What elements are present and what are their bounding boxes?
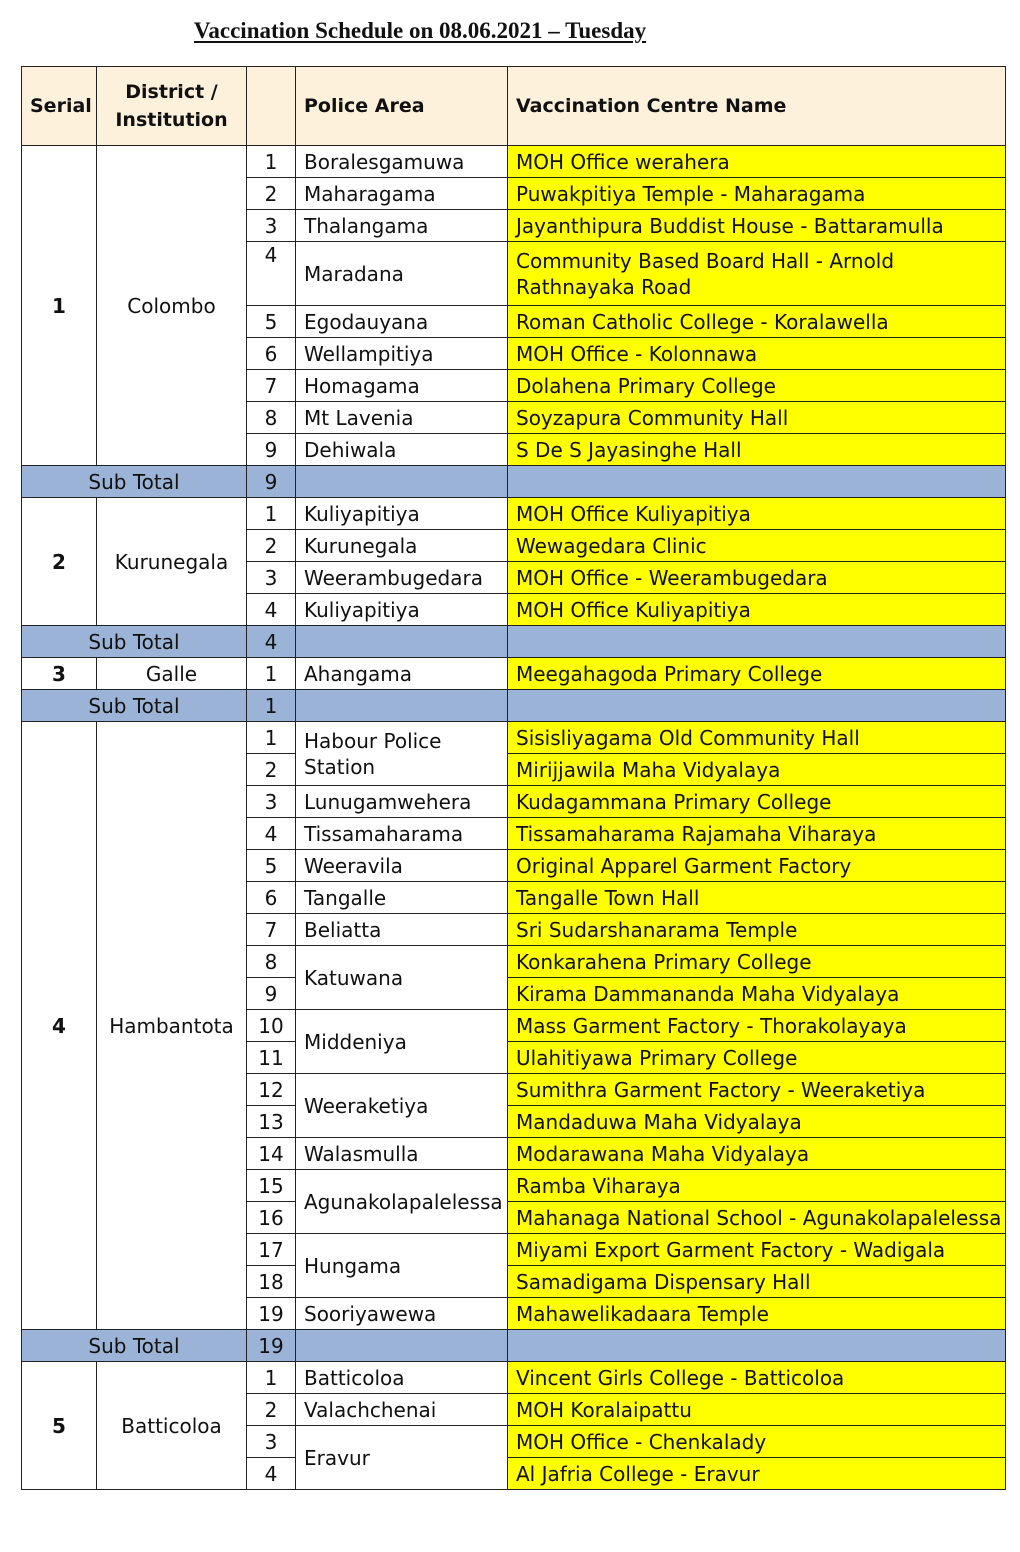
row-number-cell: 3 — [247, 1426, 296, 1458]
police-area-cell: Wellampitiya — [296, 338, 508, 370]
row-number-cell: 9 — [247, 978, 296, 1010]
vaccination-centre-cell: MOH Office Kuliyapitiya — [508, 594, 1006, 626]
row-number-cell: 2 — [247, 1394, 296, 1426]
row-number-cell: 8 — [247, 402, 296, 434]
vaccination-centre-cell: S De S Jayasinghe Hall — [508, 434, 1006, 466]
serial-cell: 4 — [22, 722, 97, 1330]
subtotal-value: 9 — [247, 466, 296, 498]
page-title: Vaccination Schedule on 08.06.2021 – Tuesday — [193, 18, 647, 43]
row-number-cell: 19 — [247, 1298, 296, 1330]
police-area-cell: Weerambugedara — [296, 562, 508, 594]
police-area-cell: Habour Police Station — [296, 722, 508, 786]
subtotal-row — [22, 466, 1006, 498]
police-area-cell: Weeraketiya — [296, 1074, 508, 1138]
row-number-cell: 5 — [247, 850, 296, 882]
row-number-cell: 2 — [247, 530, 296, 562]
vaccination-centre-cell: Sri Sudarshanarama Temple — [508, 914, 1006, 946]
vaccination-centre-cell: Modarawana Maha Vidyalaya — [508, 1138, 1006, 1170]
row-number-cell: 11 — [247, 1042, 296, 1074]
vaccination-centre-cell: Samadigama Dispensary Hall — [508, 1266, 1006, 1298]
serial-cell: 3 — [22, 658, 97, 690]
vaccination-centre-cell: MOH Office - Weerambugedara — [508, 562, 1006, 594]
vaccination-schedule-table — [21, 66, 1006, 1490]
vaccination-centre-cell: Tangalle Town Hall — [508, 882, 1006, 914]
police-area-cell: Homagama — [296, 370, 508, 402]
subtotal-label: Sub Total — [22, 690, 247, 722]
header-district: District / Institution — [97, 67, 247, 146]
police-area-cell: Valachchenai — [296, 1394, 508, 1426]
row-number-cell: 13 — [247, 1106, 296, 1138]
header-serial: Serial — [22, 67, 97, 146]
subtotal-empty-cell — [296, 626, 508, 658]
vaccination-centre-cell: Tissamaharama Rajamaha Viharaya — [508, 818, 1006, 850]
vaccination-centre-cell: Ulahitiyawa Primary College — [508, 1042, 1006, 1074]
subtotal-empty-cell — [296, 690, 508, 722]
police-area-cell: Lunugamwehera — [296, 786, 508, 818]
vaccination-centre-cell: MOH Office werahera — [508, 146, 1006, 178]
subtotal-empty-cell — [508, 1330, 1006, 1362]
row-number-cell: 3 — [247, 210, 296, 242]
police-area-cell: Batticoloa — [296, 1362, 508, 1394]
vaccination-centre-cell: Original Apparel Garment Factory — [508, 850, 1006, 882]
police-area-cell: Eravur — [296, 1426, 508, 1490]
vaccination-centre-cell: Mass Garment Factory - Thorakolayaya — [508, 1010, 1006, 1042]
police-area-cell: Thalangama — [296, 210, 508, 242]
vaccination-centre-cell: Dolahena Primary College — [508, 370, 1006, 402]
row-number-cell: 6 — [247, 338, 296, 370]
vaccination-centre-cell: Mirijjawila Maha Vidyalaya — [508, 754, 1006, 786]
subtotal-empty-cell — [508, 626, 1006, 658]
serial-cell: 5 — [22, 1362, 97, 1490]
row-number-cell: 4 — [247, 242, 296, 306]
row-number-cell: 4 — [247, 1458, 296, 1490]
police-area-cell: Kurunegala — [296, 530, 508, 562]
police-area-cell: Weeravila — [296, 850, 508, 882]
vaccination-centre-cell: Jayanthipura Buddist House - Battaramulla — [508, 210, 1006, 242]
table-row — [22, 146, 1006, 178]
row-number-cell: 4 — [247, 594, 296, 626]
vaccination-centre-cell: Wewagedara Clinic — [508, 530, 1006, 562]
police-area-cell: Tangalle — [296, 882, 508, 914]
police-area-cell: Maradana — [296, 242, 508, 306]
vaccination-centre-cell: MOH Koralaipattu — [508, 1394, 1006, 1426]
police-area-cell: Kuliyapitiya — [296, 498, 508, 530]
subtotal-empty-cell — [296, 466, 508, 498]
row-number-cell: 8 — [247, 946, 296, 978]
subtotal-value: 1 — [247, 690, 296, 722]
police-area-cell: Beliatta — [296, 914, 508, 946]
row-number-cell: 1 — [247, 146, 296, 178]
subtotal-empty-cell — [508, 690, 1006, 722]
subtotal-value: 4 — [247, 626, 296, 658]
police-area-cell: Agunakolapalelessa — [296, 1170, 508, 1234]
row-number-cell: 17 — [247, 1234, 296, 1266]
row-number-cell: 18 — [247, 1266, 296, 1298]
vaccination-centre-cell: Sumithra Garment Factory - Weeraketiya — [508, 1074, 1006, 1106]
police-area-cell: Hungama — [296, 1234, 508, 1298]
police-area-cell: Kuliyapitiya — [296, 594, 508, 626]
vaccination-centre-cell: Sisisliyagama Old Community Hall — [508, 722, 1006, 754]
header-number — [247, 67, 296, 146]
row-number-cell: 12 — [247, 1074, 296, 1106]
subtotal-empty-cell — [296, 1330, 508, 1362]
police-area-cell: Boralesgamuwa — [296, 146, 508, 178]
district-cell: Kurunegala — [97, 498, 247, 626]
vaccination-centre-cell: Al Jafria College - Eravur — [508, 1458, 1006, 1490]
row-number-cell: 14 — [247, 1138, 296, 1170]
row-number-cell: 1 — [247, 498, 296, 530]
vaccination-centre-cell: Roman Catholic College - Koralawella — [508, 306, 1006, 338]
vaccination-centre-cell: Kirama Dammananda Maha Vidyalaya — [508, 978, 1006, 1010]
row-number-cell: 1 — [247, 658, 296, 690]
district-cell: Batticoloa — [97, 1362, 247, 1490]
vaccination-centre-cell: Mandaduwa Maha Vidyalaya — [508, 1106, 1006, 1138]
row-number-cell: 15 — [247, 1170, 296, 1202]
police-area-cell: Dehiwala — [296, 434, 508, 466]
table-header-row — [22, 67, 1006, 146]
vaccination-centre-cell: Mahanaga National School - Agunakolapalelessa — [508, 1202, 1006, 1234]
subtotal-value: 19 — [247, 1330, 296, 1362]
row-number-cell: 3 — [247, 562, 296, 594]
row-number-cell: 3 — [247, 786, 296, 818]
table-row — [22, 658, 1006, 690]
table-row — [22, 498, 1006, 530]
police-area-cell: Middeniya — [296, 1010, 508, 1074]
serial-cell: 2 — [22, 498, 97, 626]
police-area-cell: Mt Lavenia — [296, 402, 508, 434]
vaccination-centre-cell: MOH Office - Chenkalady — [508, 1426, 1006, 1458]
row-number-cell: 2 — [247, 178, 296, 210]
police-area-cell: Katuwana — [296, 946, 508, 1010]
district-cell: Hambantota — [97, 722, 247, 1330]
vaccination-centre-cell: MOH Office Kuliyapitiya — [508, 498, 1006, 530]
serial-cell: 1 — [22, 146, 97, 466]
row-number-cell: 16 — [247, 1202, 296, 1234]
subtotal-label: Sub Total — [22, 1330, 247, 1362]
vaccination-centre-cell: Miyami Export Garment Factory - Wadigala — [508, 1234, 1006, 1266]
police-area-cell: Maharagama — [296, 178, 508, 210]
header-police-area: Police Area — [296, 67, 508, 146]
subtotal-label: Sub Total — [22, 466, 247, 498]
row-number-cell: 9 — [247, 434, 296, 466]
row-number-cell: 7 — [247, 914, 296, 946]
row-number-cell: 5 — [247, 306, 296, 338]
police-area-cell: Tissamaharama — [296, 818, 508, 850]
row-number-cell: 7 — [247, 370, 296, 402]
vaccination-centre-cell: Ramba Viharaya — [508, 1170, 1006, 1202]
subtotal-empty-cell — [508, 466, 1006, 498]
vaccination-centre-cell: Puwakpitiya Temple - Maharagama — [508, 178, 1006, 210]
police-area-cell: Walasmulla — [296, 1138, 508, 1170]
row-number-cell: 1 — [247, 1362, 296, 1394]
table-row — [22, 722, 1006, 754]
subtotal-row — [22, 690, 1006, 722]
row-number-cell: 2 — [247, 754, 296, 786]
vaccination-centre-cell: Vincent Girls College - Batticoloa — [508, 1362, 1006, 1394]
row-number-cell: 6 — [247, 882, 296, 914]
police-area-cell: Ahangama — [296, 658, 508, 690]
vaccination-centre-cell: MOH Office - Kolonnawa — [508, 338, 1006, 370]
vaccination-centre-cell: Kudagammana Primary College — [508, 786, 1006, 818]
row-number-cell: 10 — [247, 1010, 296, 1042]
vaccination-centre-cell: Community Based Board Hall - Arnold Rathnayaka Road — [508, 242, 1006, 306]
vaccination-centre-cell: Meegahagoda Primary College — [508, 658, 1006, 690]
row-number-cell: 4 — [247, 818, 296, 850]
subtotal-label: Sub Total — [22, 626, 247, 658]
subtotal-row — [22, 1330, 1006, 1362]
district-cell: Galle — [97, 658, 247, 690]
table-row — [22, 1362, 1006, 1394]
police-area-cell: Egodauyana — [296, 306, 508, 338]
vaccination-centre-cell: Mahawelikadaara Temple — [508, 1298, 1006, 1330]
header-vaccination-centre: Vaccination Centre Name — [508, 67, 1006, 146]
police-area-cell: Sooriyawewa — [296, 1298, 508, 1330]
district-cell: Colombo — [97, 146, 247, 466]
vaccination-centre-cell: Soyzapura Community Hall — [508, 402, 1006, 434]
vaccination-centre-cell: Konkarahena Primary College — [508, 946, 1006, 978]
subtotal-row — [22, 626, 1006, 658]
row-number-cell: 1 — [247, 722, 296, 754]
